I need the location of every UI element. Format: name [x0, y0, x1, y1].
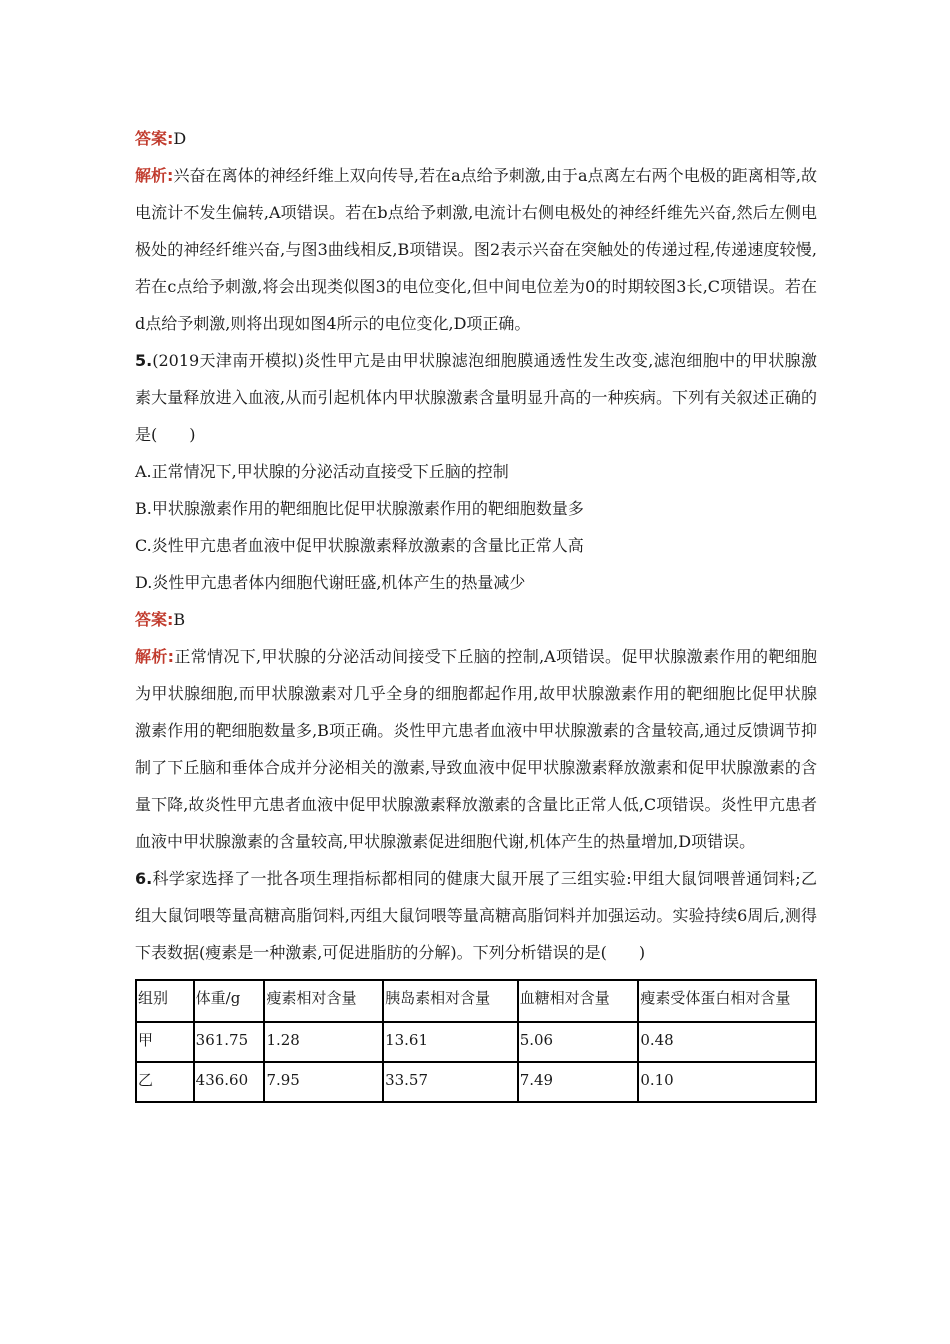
q5-option-c: C.炎性甲亢患者血液中促甲状腺激素释放激素的含量比正常人高 — [135, 536, 584, 555]
question-number: 5. — [135, 351, 153, 370]
q4-answer — [135, 120, 817, 157]
table-row — [136, 1022, 816, 1062]
answer-label: 答案: — [135, 129, 174, 148]
analysis-label: 解析: — [135, 166, 174, 185]
question-text: 科学家选择了一批各项生理指标都相同的健康大鼠开展了三组实验:甲组大鼠饲喂普通饲料;乙组大鼠饲喂等量高糖高脂饲料,丙组大鼠饲喂等量高糖高脂饲料并加强运动。实验持续6周后,测得下表数据(瘦素是一种激素,可促进脂肪的分解)。下列分析错误的是( ) — [135, 869, 817, 962]
table-cell: 33.57 — [383, 1062, 518, 1102]
table-header-cell: 瘦素受体蛋白相对含量 — [638, 980, 816, 1022]
answer-label: 答案: — [135, 610, 174, 629]
table-cell: 1.28 — [264, 1022, 383, 1062]
table-header-cell: 体重/g — [194, 980, 265, 1022]
analysis-text: 正常情况下,甲状腺的分泌活动间接受下丘脑的控制,A项错误。促甲状腺激素作用的靶细胞为甲状腺细胞,而甲状腺激素对几乎全身的细胞都起作用,故甲状腺激素作用的靶细胞比促甲状腺激素作用的靶细胞数量多,B项正确。炎性甲亢患者血液中甲状腺激素的含量较高,通过反馈调节抑制了下丘脑和垂体合成并分泌相关的激素,导致血液中促甲状腺激素释放激素和促甲状腺激素的含量下降,故炎性甲亢患者血液中促甲状腺激素释放激素的含量比正常人低,C项错误。炎性甲亢患者血液中甲状腺激素的含量较高,甲状腺激素促进细胞代谢,机体产生的热量增加,D项错误。 — [135, 647, 817, 851]
table-cell: 甲 — [136, 1022, 194, 1062]
answer-value: B — [173, 610, 186, 629]
table-cell: 0.48 — [638, 1022, 816, 1062]
table-header-cell: 胰岛素相对含量 — [383, 980, 518, 1022]
table-header-cell: 组别 — [136, 980, 194, 1022]
table-header-row — [136, 980, 816, 1022]
table-cell: 5.06 — [518, 1022, 639, 1062]
q5-option-b: B.甲状腺激素作用的靶细胞比促甲状腺激素作用的靶细胞数量多 — [135, 499, 584, 518]
table-header-cell: 瘦素相对含量 — [264, 980, 383, 1022]
question-text: (2019天津南开模拟)炎性甲亢是由甲状腺滤泡细胞膜通透性发生改变,滤泡细胞中的甲状腺激素大量释放进入血液,从而引起机体内甲状腺激素含量明显升高的一种疾病。下列有关叙述正确的是( ) — [135, 351, 817, 444]
q5-answer — [135, 601, 817, 638]
table-cell: 乙 — [136, 1062, 194, 1102]
table-cell: 0.10 — [638, 1062, 816, 1102]
table-cell: 7.49 — [518, 1062, 639, 1102]
q6-stem — [135, 860, 817, 971]
table-row — [136, 1062, 816, 1102]
document-page — [135, 120, 817, 1103]
q5-option-d: D.炎性甲亢患者体内细胞代谢旺盛,机体产生的热量减少 — [135, 573, 526, 592]
answer-value: D — [173, 129, 187, 148]
table-header-cell: 血糖相对含量 — [518, 980, 639, 1022]
data-table — [135, 979, 817, 1103]
table-cell: 13.61 — [383, 1022, 518, 1062]
analysis-label: 解析: — [135, 647, 175, 666]
q5-option-a: A.正常情况下,甲状腺的分泌活动直接受下丘脑的控制 — [135, 462, 509, 481]
question-number: 6. — [135, 869, 153, 888]
q4-analysis — [135, 157, 817, 342]
q5-analysis — [135, 638, 817, 860]
table-cell: 436.60 — [194, 1062, 265, 1102]
q5-stem — [135, 342, 817, 453]
table-cell: 7.95 — [264, 1062, 383, 1102]
table-cell: 361.75 — [194, 1022, 265, 1062]
analysis-text: 兴奋在离体的神经纤维上双向传导,若在a点给予刺激,由于a点离左右两个电极的距离相等,故电流计不发生偏转,A项错误。若在b点给予刺激,电流计右侧电极处的神经纤维先兴奋,然后左侧电极处的神经纤维兴奋,与图3曲线相反,B项错误。图2表示兴奋在突触处的传递过程,传递速度较慢,若在c点给予刺激,将会出现类似图3的电位变化,但中间电位差为0的时期较图3长,C项错误。若在d点给予刺激,则将出现如图4所示的电位变化,D项正确。 — [135, 166, 818, 333]
